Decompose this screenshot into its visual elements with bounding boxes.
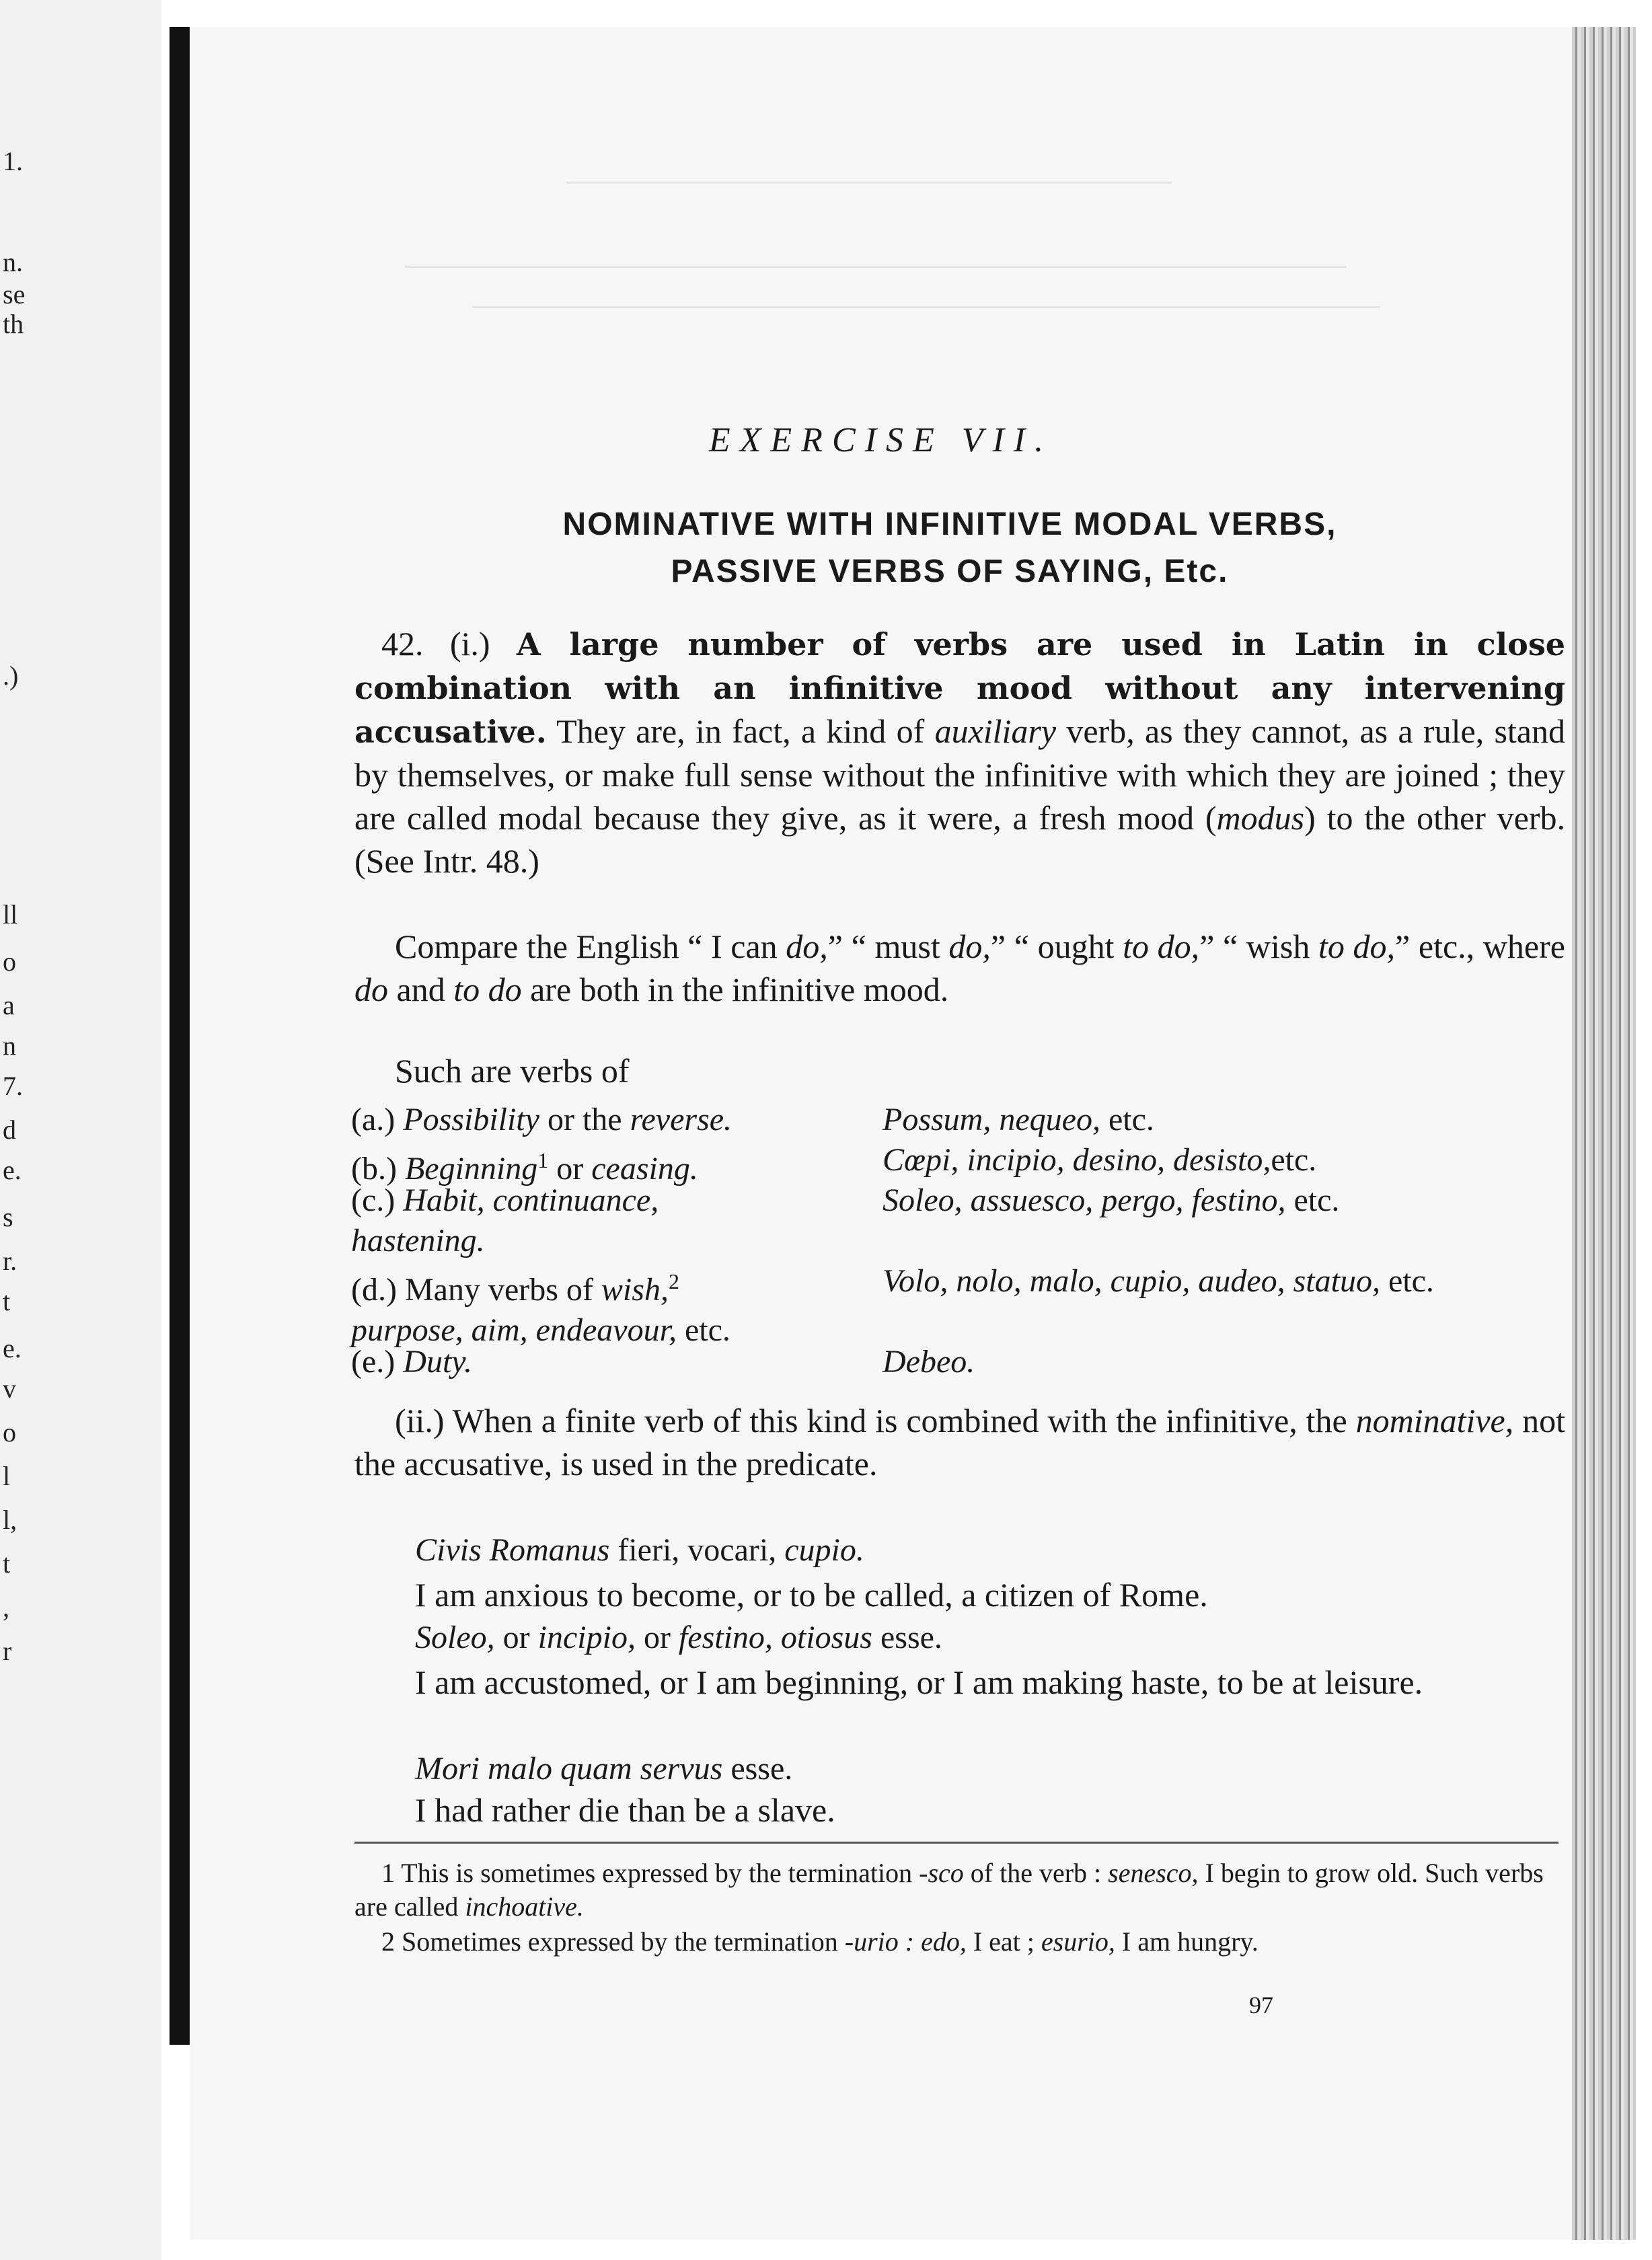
left-page-fragment: a — [3, 990, 15, 1020]
para-text: ” “ ought — [990, 928, 1115, 965]
para-text: (ii.) When a finite verb of this kind is combined with the infinitive, the — [395, 1402, 1347, 1439]
para-text: ” “ must — [827, 928, 940, 965]
footnote-text: 2 Sometimes expressed by the termination — [381, 1926, 838, 1957]
latin-verbs: Debeo. — [883, 1344, 975, 1380]
left-page-fragment: l, — [3, 1505, 17, 1535]
page-mark: 97 — [1249, 1992, 1273, 2019]
page-edges — [1572, 27, 1636, 2240]
section-heading-line1: NOMINATIVE WITH INFINITIVE MODAL VERBS, — [562, 506, 1337, 542]
latin-text: esse. — [722, 1751, 793, 1786]
latin-italic: cupio. — [784, 1532, 864, 1568]
para-text: ” “ wish — [1199, 928, 1310, 965]
left-page-fragment: 7. — [3, 1071, 23, 1101]
left-page-fragment: v — [3, 1373, 16, 1404]
paragraph-compare — [354, 925, 1565, 1011]
verb-class-text: etc. — [676, 1312, 730, 1348]
para-italic: auxiliary — [934, 712, 1057, 750]
para-italic: do, — [948, 928, 991, 965]
para-italic: to do — [453, 971, 522, 1008]
para-text: They are, in fact, a kind of — [556, 712, 925, 750]
para-italic: nominative, — [1355, 1402, 1514, 1439]
latin-verbs: Cœpi, incipio, desino, desisto, — [883, 1142, 1271, 1178]
latin-verbs: Possum, nequeo, — [883, 1102, 1100, 1137]
verb-class-label: (d.) — [351, 1272, 397, 1308]
verb-class-name: purpose, aim, endeavour, — [351, 1312, 677, 1348]
verb-class-d-left — [351, 1261, 768, 1351]
left-page-fragment: 1. — [3, 146, 23, 176]
bold-rule: A large number of verbs are used in Latin in close combination with an infinitive mood without any intervening accusative. — [354, 626, 1565, 750]
left-page-fragment: o — [3, 1417, 16, 1447]
exercise-title: EXERCISE VII. — [708, 421, 1053, 459]
footnote-text: I begin to grow old. Such verbs are called — [354, 1858, 1544, 1922]
latin-verbs-etc: etc. — [1100, 1102, 1154, 1137]
footnote-italic: senesco, — [1108, 1858, 1199, 1888]
example-english-1: I am anxious to become, or to be called, a citizen of Rome. — [415, 1576, 1208, 1614]
verb-class-name: wish, — [601, 1272, 669, 1308]
para-text: verb, as they cannot, as a rule, stand by themselves, or make full sense without the infinitive with which they are joined ; they are called modal because they give, as it were, a fresh mood ( — [354, 712, 1565, 837]
verb-class-name: Habit, continuance, hastening. — [351, 1182, 659, 1258]
latin-italic: festino, otiosus — [678, 1620, 872, 1655]
faint-bleed-line — [405, 266, 1347, 268]
left-page-fragment: e. — [3, 1155, 22, 1185]
left-page-fragment: o — [3, 946, 16, 977]
example-english-2: I am accustomed, or I am beginning, or I am making haste, to be at leisure. — [415, 1663, 1423, 1701]
section-number: 42. (i.) — [381, 625, 490, 663]
para-italic: do, — [786, 928, 828, 965]
verb-class-label: (c.) — [351, 1182, 396, 1218]
verb-class-name: reverse. — [630, 1102, 733, 1137]
left-page-fragment: t — [3, 1548, 11, 1579]
para-text: ” etc., where — [1395, 928, 1565, 965]
left-page-fragment: n — [3, 1030, 16, 1061]
verb-class-a-right — [883, 1100, 1562, 1140]
such-are-line: Such are verbs of — [395, 1052, 630, 1090]
footnote-1 — [354, 1856, 1559, 1924]
example-latin-2 — [415, 1618, 1572, 1658]
verb-class-e-right — [883, 1342, 1562, 1382]
left-page-fragment: , — [3, 1592, 9, 1622]
para-text: ) to the other verb. (See Intr. 48.) — [354, 799, 1565, 880]
footnote-text: I eat ; — [973, 1926, 1035, 1957]
verb-class-name: ceasing. — [591, 1151, 698, 1186]
latin-text: or — [494, 1620, 538, 1655]
verb-class-label: (b.) — [351, 1151, 397, 1186]
verb-class-d-right — [883, 1261, 1555, 1302]
latin-verbs-etc: etc. — [1271, 1142, 1317, 1178]
footnote-text: of the verb : — [970, 1858, 1102, 1888]
footnote-italic: -sco — [919, 1858, 964, 1888]
para-italic: to do, — [1318, 928, 1396, 965]
latin-text: esse. — [872, 1620, 942, 1655]
paragraph-42-ii — [354, 1399, 1565, 1485]
latin-verbs: Volo, nolo, malo, cupio, audeo, statuo, — [883, 1263, 1380, 1299]
verb-class-name: Duty. — [403, 1344, 472, 1380]
verb-class-name: Possibility — [403, 1102, 539, 1137]
footnote-2 — [354, 1925, 1559, 1959]
example-english-3: I had rather die than be a slave. — [415, 1791, 835, 1829]
left-page-fragment: e. — [3, 1333, 22, 1363]
footnote-rule — [354, 1842, 1559, 1844]
faint-bleed-line — [566, 182, 1172, 184]
latin-italic: Mori malo quam servus — [415, 1751, 723, 1786]
book-page — [190, 27, 1572, 2240]
left-page-fragment: l — [3, 1461, 11, 1491]
footnote-italic: -urio : — [844, 1926, 915, 1957]
latin-text: or — [635, 1620, 679, 1655]
latin-italic: Soleo, — [415, 1620, 495, 1655]
footnote-text: I am hungry. — [1121, 1926, 1259, 1957]
left-page-fragment: t — [3, 1286, 11, 1316]
faint-bleed-line — [472, 306, 1380, 308]
example-latin-3 — [415, 1749, 1572, 1789]
latin-italic: Civis Romanus — [415, 1532, 610, 1568]
latin-verbs: Soleo, assuesco, pergo, festino, — [883, 1182, 1286, 1218]
para-text: not the accusative, is used in the predicate. — [354, 1402, 1565, 1482]
verb-class-c-left — [351, 1180, 755, 1261]
left-page-fragment: s — [3, 1202, 13, 1232]
para-text: Compare the English “ I can — [395, 928, 778, 965]
footnote-italic: esurio, — [1041, 1926, 1115, 1957]
verb-class-c-right — [883, 1180, 1555, 1221]
verb-class-text: or — [548, 1151, 592, 1186]
section-heading-line2: PASSIVE VERBS OF SAYING, Etc. — [671, 554, 1229, 589]
left-page-fragment: r — [3, 1636, 12, 1666]
verb-class-name: Beginning — [404, 1151, 538, 1186]
left-page-fragment: n. — [3, 247, 23, 277]
verb-class-label: (e.) — [351, 1344, 396, 1380]
footnote-marker: 1 — [537, 1148, 549, 1172]
left-page-fragment: ll — [3, 899, 18, 930]
verb-class-text: or the — [539, 1102, 630, 1137]
para-text: and — [396, 971, 445, 1008]
example-latin-1 — [415, 1530, 1572, 1571]
latin-italic: incipio, — [537, 1620, 636, 1655]
para-italic: to do, — [1123, 928, 1200, 965]
paragraph-42-i — [354, 622, 1565, 882]
verb-class-b-right — [883, 1140, 1562, 1180]
footnote-italic: edo, — [921, 1926, 967, 1957]
book-gutter — [170, 27, 190, 2045]
para-italic: modus — [1216, 799, 1305, 837]
left-page-fragment: r. — [3, 1246, 17, 1276]
latin-verbs-etc: etc. — [1380, 1263, 1434, 1299]
latin-text: fieri, vocari, — [609, 1532, 785, 1568]
para-italic: do — [354, 971, 388, 1008]
left-page-fragment: .) — [3, 661, 19, 691]
left-page-fragment: d — [3, 1115, 16, 1145]
verb-class-label: (a.) — [351, 1102, 396, 1137]
left-page-fragment: se — [3, 279, 26, 309]
verb-class-text: Many verbs of — [404, 1272, 601, 1308]
footnote-text: 1 This is sometimes expressed by the termination — [381, 1858, 913, 1888]
footnote-italic: inchoative. — [465, 1891, 584, 1922]
para-text: are both in the infinitive mood. — [530, 971, 949, 1008]
left-page-fragment: th — [3, 309, 24, 339]
latin-verbs-etc: etc. — [1285, 1182, 1340, 1218]
footnote-marker: 2 — [668, 1269, 679, 1293]
